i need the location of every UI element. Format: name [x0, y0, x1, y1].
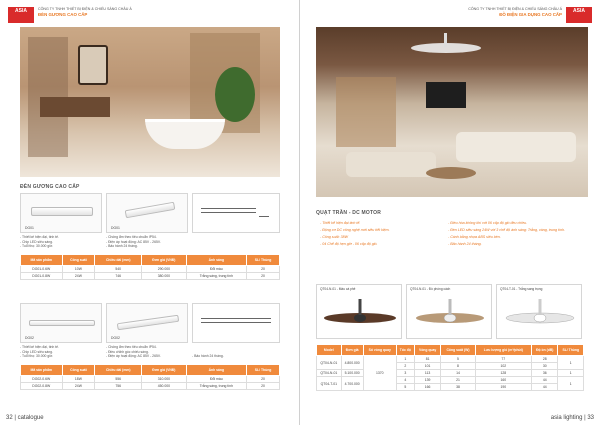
price-table: Mã sản phẩm Công suất Chiều dài (mm) Đơn giá (VNĐ) Ánh sáng SL/ Thùng DG01-0.6W 10W 540 290.000 Đổi màu 20 DG01-0.8W 24W 746 380.000 Trắng sáng, trung tính 20: [20, 254, 280, 280]
table-row: QT04-N-01 5.100.000 3 113 14 128 36 1: [317, 370, 584, 377]
bathroom-photo: [20, 27, 280, 177]
living-room-photo: [316, 27, 588, 197]
page-footer: asia lighting | 33: [550, 415, 594, 421]
section-title: QUẠT TRẦN - DC MOTOR: [316, 210, 382, 216]
technical-drawing: [192, 193, 280, 233]
table-row: QT04-N-01 4.800.000 1370 1 81 5 77 28 1: [317, 356, 584, 363]
product-code: DG02: [111, 336, 120, 340]
fan-spec-table: Model Đơn giá Số vòng quay Tốc độ Vòng quay Công suất (W) Lưu lượng gió (m³/phút) Độ ồn (dB) SL/ Thùng QT04-N-01 4.800.000 1370 1 81 5 77 28 1 2 101 8 102 30 QT04-N-01 5.100.000 3 113 14 128 36 1 QT04-T-01 4.700.000 4 139 21 160 44 1 5 166 38 190 44: [316, 344, 584, 391]
header-category: ĐÈN GƯƠNG CAO CẤP: [38, 12, 88, 17]
product-specs: - Thiết kế hiện đại, tinh tế. - Chip LED siêu sáng. - Tuổi thọ: 30.000 giờ.: [20, 235, 59, 249]
product-image-card: [20, 303, 102, 343]
mirror-lamp-image: [29, 320, 95, 326]
feature-list: - Điều hòa không khí với 06 cấp độ gió đều chiều. - Đèn LED siêu sáng 24W với 3 chế độ ánh sáng: Trắng, vàng, trung tính. - Cánh bằng nhựa ABS siêu bền. - Bảo hành 24 tháng.: [448, 221, 565, 246]
product-code: DG01: [111, 226, 120, 230]
product-specs: - Chống ẩm theo tiêu chuẩn IP54. - Điện áp hoạt động: AC 85V - 265V. - Bảo hành 24 tháng.: [106, 235, 161, 249]
product-specs: - Chống ẩm theo tiêu chuẩn IP54. - Điều chỉnh góc chiếu sáng. - Điện áp hoạt động: AC 85V - 265V.: [106, 345, 161, 359]
fan-image-card: QT04-N-01 - Màu cà phê: [316, 284, 402, 339]
fan-image-card: QT04-N-01 - Đồ phòng cách: [406, 284, 492, 339]
header-company: CÔNG TY TNHH THIẾT BỊ ĐIỆN & CHIẾU SÁNG CHÂU Á: [38, 7, 132, 11]
warranty-text: - Bảo hành 24 tháng.: [192, 354, 224, 358]
table-row: DG02-0.8W 24W 756 450.000 Trắng sáng, trung tính 20: [21, 383, 280, 390]
table-row: DG02-0.6W 18W 556 310.000 Đổi màu 20: [21, 376, 280, 383]
right-page: [300, 0, 600, 425]
table-row: 2 101 8 102 30: [317, 363, 584, 370]
page-footer: 32 | catalogue: [6, 415, 44, 421]
product-code: DG01: [25, 226, 34, 230]
table-row: QT04-T-01 4.700.000 4 139 21 160 44 1: [317, 377, 584, 384]
product-code: DG02: [25, 336, 34, 340]
fan-image: [317, 285, 403, 340]
fan-image: [407, 285, 493, 340]
fan-image: [497, 285, 583, 340]
technical-drawing: [192, 303, 280, 343]
product-image-card: [106, 303, 188, 343]
section-title: ĐÈN GƯƠNG CAO CẤP: [20, 184, 80, 190]
mirror-lamp-image: [125, 202, 176, 219]
page-header: [38, 7, 132, 17]
header-category: ĐỒ ĐIỆN GIA DỤNG CAO CẤP: [499, 12, 562, 17]
product-image-card: [106, 193, 188, 233]
table-row: DG01-0.8W 24W 746 380.000 Trắng sáng, trung tính 20: [21, 273, 280, 280]
table-row: DG01-0.6W 10W 540 290.000 Đổi màu 20: [21, 266, 280, 273]
feature-list: - Thiết kế hiện đại tinh tế. - Động cơ DC công nghệ mới siêu tiết kiệm. - Công suất: 38W - 04 Chế độ hẹn giờ - 06 cấp độ gió.: [320, 221, 390, 246]
page-header: [468, 7, 562, 17]
mirror-lamp-image: [117, 315, 179, 331]
header-company: CÔNG TY TNHH THIẾT BỊ ĐIỆN & CHIẾU SÁNG CHÂU Á: [468, 7, 562, 11]
asia-logo: ASIA: [566, 7, 592, 23]
product-specs: - Thiết kế hiện đại, tinh tế. - Chip LED siêu sáng. - Tuổi thọ: 30.000 giờ.: [20, 345, 59, 359]
mirror-lamp-image: [31, 207, 93, 216]
product-image-card: [20, 193, 102, 233]
asia-logo: ASIA: [8, 7, 34, 23]
table-row: 5 166 38 190 44: [317, 384, 584, 391]
fan-image-card: QT04-T-01 - Trắng sang trọng: [496, 284, 582, 339]
price-table: Mã sản phẩm Công suất Chiều dài (mm) Đơn giá (VNĐ) Ánh sáng SL/ Thùng DG02-0.6W 18W 556 310.000 Đổi màu 20 DG02-0.8W 24W 756 450.000 Trắng sáng, trung tính 20: [20, 364, 280, 390]
